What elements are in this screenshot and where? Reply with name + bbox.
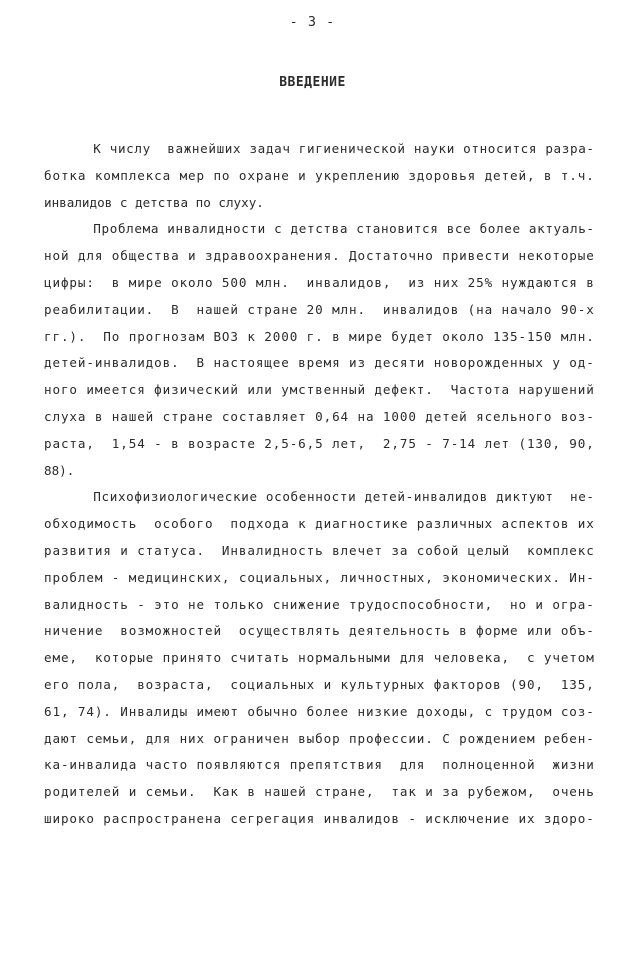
- text-line: ботка комплекса мер по охране и укреплению здоровья детей, в т.ч.: [44, 167, 595, 183]
- text-line: его пола, возраста, социальных и культурных факторов (90, 135,: [44, 676, 595, 692]
- text-line: ной для общества и здравоохранения. Достаточно привести некоторые: [44, 248, 595, 264]
- text-line: ничение возможностей осуществлять деятельность в форме или объ-: [44, 623, 595, 639]
- text-line: обходимость особого подхода к диагностике различных аспектов их: [44, 516, 595, 532]
- text-line: валидность - это не только снижение трудоспособности, но и огра-: [44, 596, 595, 612]
- text-line: 61, 74). Инвалиды имеют обычно более низкие доходы, с трудом соз-: [44, 703, 595, 719]
- text-line: Проблема инвалидности с детства становится все более актуаль-: [44, 221, 595, 237]
- text-line: гг.). По прогнозам ВОЗ к 2000 г. в мире будет около 135-150 млн.: [44, 328, 595, 344]
- text-line: дают семьи, для них ограничен выбор профессии. С рождением ребен-: [44, 730, 595, 746]
- section-heading: ВВЕДЕНИЕ: [279, 75, 346, 90]
- text-line: слуха в нашей стране составляет 0,64 на 1000 детей ясельного воз-: [44, 408, 595, 424]
- text-line: реабилитации. В нашей стране 20 млн. инвалидов (на начало 90-х: [44, 301, 595, 317]
- body-text: [44, 136, 594, 833]
- text-line: цифры: в мире около 500 млн. инвалидов, из них 25% нуждаются в: [44, 274, 595, 290]
- text-line: инвалидов с детства по слуху.: [44, 194, 264, 210]
- text-line: раста, 1,54 - в возрасте 2,5-6,5 лет, 2,75 - 7-14 лет (130, 90,: [44, 435, 595, 451]
- text-line: широко распространена сегрегация инвалидов - исключение их здоро-: [44, 810, 595, 826]
- text-line: Психофизиологические особенности детей-инвалидов диктуют не-: [44, 489, 595, 505]
- page-number: - 3 -: [289, 14, 336, 30]
- text-line: ного имеется физический или умственный дефект. Частота нарушений: [44, 382, 595, 398]
- text-line: К числу важнейших задач гигиенической науки относится разра-: [44, 141, 595, 156]
- text-line: детей-инвалидов. В настоящее время из десяти новорожденных у од-: [44, 355, 595, 371]
- text-line: родителей и семьи. Как в нашей стране, так и за рубежом, очень: [44, 784, 595, 800]
- text-line: проблем - медицинских, социальных, личностных, экономических. Ин-: [44, 569, 595, 585]
- text-line: 88).: [44, 462, 75, 478]
- text-line: ка-инвалида часто появляются препятствия для полноценной жизни: [44, 757, 595, 773]
- text-line: развития и статуса. Инвалидность влечет за собой целый комплекс: [44, 542, 595, 558]
- text-line: еме, которые принято считать нормальными для человека, с учетом: [44, 650, 595, 666]
